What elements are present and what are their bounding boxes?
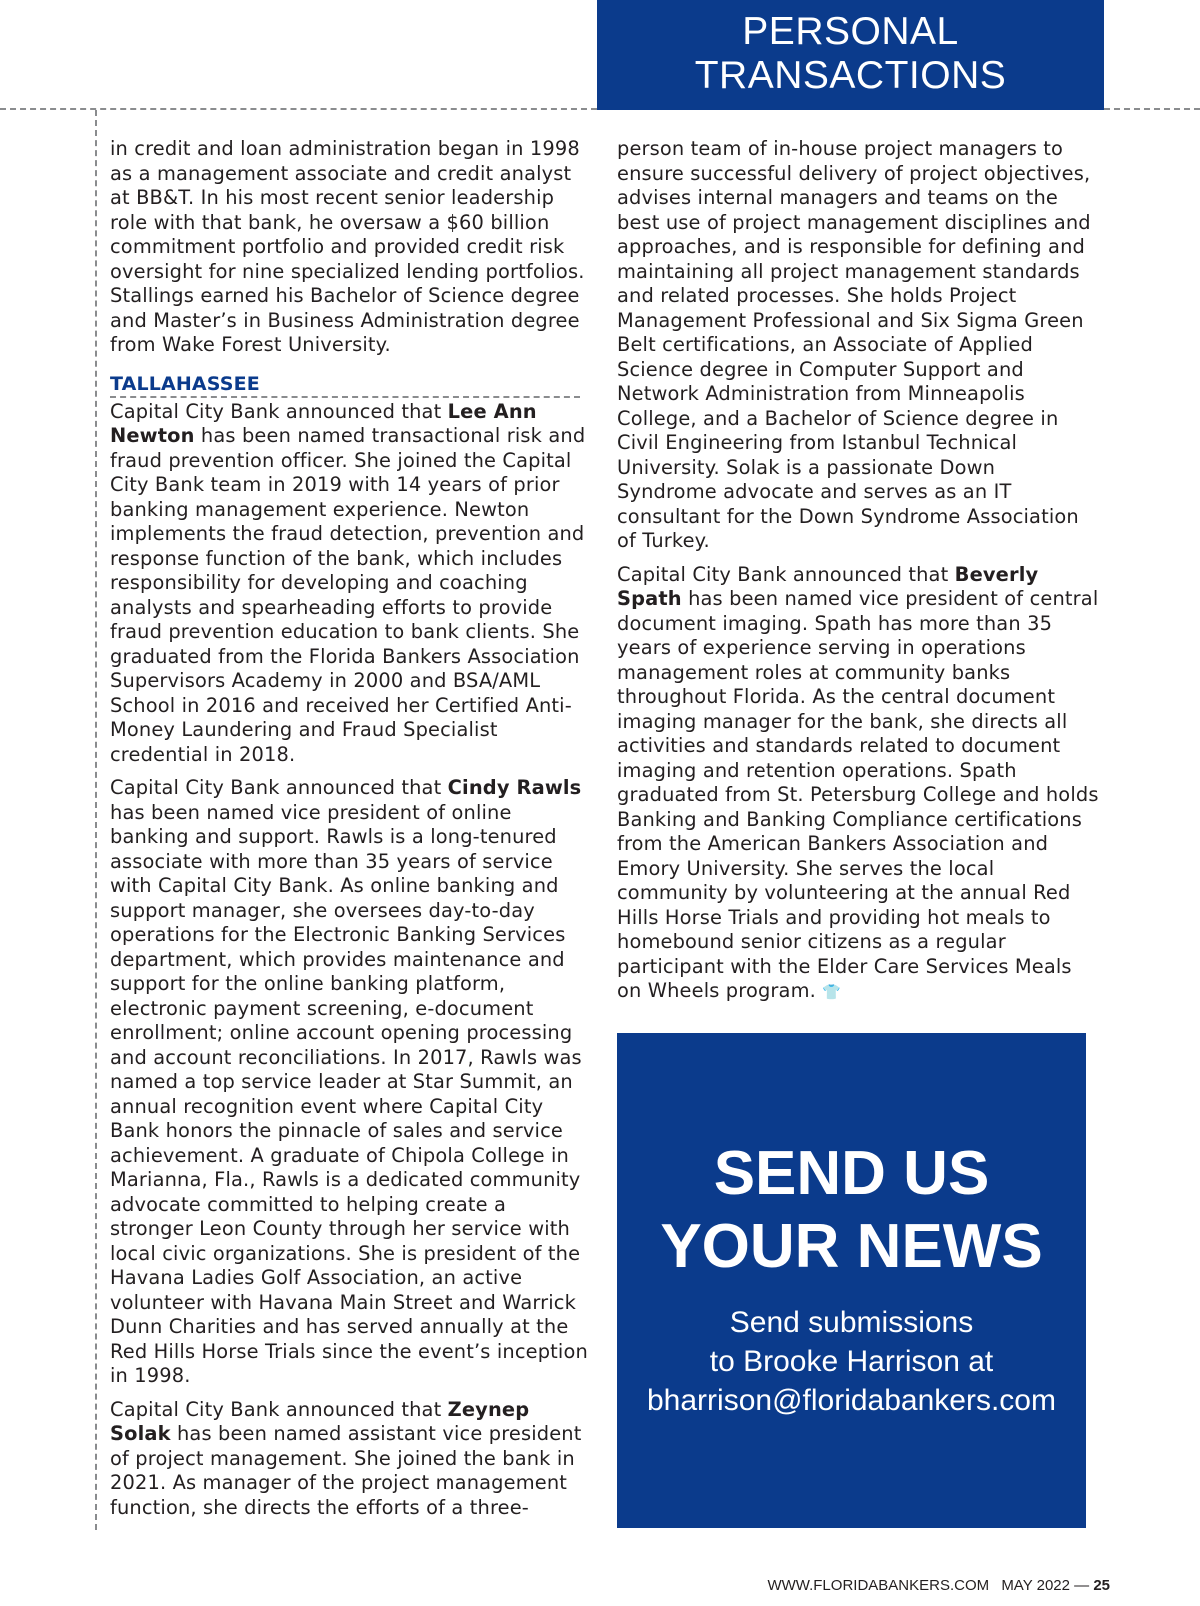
person-name: Lee Ann Newton	[110, 399, 537, 447]
article-paragraph: Capital City Bank announced that Beverly Spath has been named vice president of central document imaging. Spath has more than 35 years of experience serving in operations management roles at community banks throughout Florida. As the central document imaging manager for the bank, she directs all activities and standards related to document imaging and retention operations. Spath graduated from St. Petersburg College and holds Banking and Banking Compliance certifications from the American Bankers Association and Emory University. She serves the local community by volunteering at the annual Red Hills Horse Trials and providing hot meals to homebound senior citizens as a regular participant with the Elder Care Services Meals on Wheels program. 👕	[617, 562, 1099, 1002]
top-divider-left	[0, 108, 597, 110]
page-footer	[767, 1577, 1110, 1594]
article-paragraph: in credit and loan administration began in 1998 as a management associate and credit analyst at BB&T. In his most recent senior leadership role with that bank, he oversaw a $60 billion commitment portfolio and provided credit risk oversight for nine specialized lending portfolios. Stallings earned his Bachelor of Science degree and Master’s in Business Administration degree from Wake Forest University.	[110, 137, 585, 356]
article-paragraph: person team of in-house project managers to ensure successful delivery of project objectives, advises internal managers and teams on the best use of project management disciplines and approaches, and is responsible for defining and maintaining all project management standards and related processes. She holds Project Management Professional and Six Sigma Green Belt certifications, an Associate of Applied Science degree in Computer Support and Network Administration from Minneapolis College, and a Bachelor of Science degree in Civil Engineering from Istanbul Technical University. Solak is a passionate Down Syndrome advocate and serves as an IT consultant for the Down Syndrome Association of Turkey.	[617, 137, 1091, 552]
top-divider-right	[1104, 108, 1200, 110]
person-name: Cindy Rawls	[447, 776, 582, 799]
footer-issue: MAY 2022 —	[1001, 1577, 1090, 1594]
promo-heading-line: SEND US	[713, 1139, 990, 1208]
promo-body-line: Send submissions	[729, 1306, 974, 1339]
shirt-icon: 👕	[822, 983, 842, 1001]
page-number: 25	[1093, 1577, 1110, 1594]
promo-heading	[617, 1137, 1086, 1283]
left-column	[110, 137, 590, 1529]
promo-heading-line: YOUR NEWS	[660, 1212, 1043, 1281]
article-paragraph: Capital City Bank announced that Zeynep Solak has been named assistant vice president of project management. She joined the bank in 2021. As manager of the project management function, she directs the efforts of a three-	[110, 1397, 582, 1519]
article-paragraph: Capital City Bank announced that Lee Ann Newton has been named transactional risk and fraud prevention officer. She joined the Capital City Bank team in 2019 with 14 years of prior banking management experience. Newton implements the fraud detection, prevention and response function of the bank, which includes responsibility for developing and coaching analysts and spearheading efforts to provide fraud prevention education to bank clients. She graduated from the Florida Bankers Association Supervisors Academy in 2000 and BSA/AML School in 2016 and received her Certified Anti-Money Laundering and Fraud Specialist credential in 2018.	[110, 399, 586, 766]
person-name: Beverly Spath	[617, 562, 1039, 610]
send-news-promo-box	[617, 1033, 1086, 1528]
right-column	[617, 137, 1099, 1014]
left-margin-divider	[95, 110, 97, 1530]
promo-body-line: to Brooke Harrison at	[709, 1345, 994, 1378]
section-heading-tallahassee: TALLAHASSEE	[110, 372, 580, 398]
person-name: Zeynep Solak	[110, 1397, 530, 1445]
article-paragraph: Capital City Bank announced that Cindy Rawls has been named vice president of online banking and support. Rawls is a long-tenured associate with more than 35 years of service with Capital City Bank. As online banking and support manager, she oversees day-to-day operations for the Electronic Banking Services department, which provides maintenance and support for the online banking platform, electronic payment screening, e-document enrollment; online account opening processing and account reconciliations. In 2017, Rawls was named a top service leader at Star Summit, an annual recognition event where Capital City Bank honors the pinnacle of sales and service achievement. A graduate of Chipola College in Marianna, Fla., Rawls is a dedicated community advocate committed to helping create a stronger Leon County through her service with local civic organizations. She is president of the Havana Ladies Golf Association, an active volunteer with Havana Main Street and Warrick Dunn Charities and has served annually at the Red Hills Horse Trials since the event’s inception in 1998.	[110, 776, 588, 1387]
section-header-banner	[597, 0, 1104, 110]
promo-email[interactable]: bharrison@floridabankers.com	[647, 1384, 1056, 1417]
section-title: PERSONAL TRANSACTIONS	[694, 10, 1007, 97]
footer-website[interactable]: WWW.FLORIDABANKERS.COM	[767, 1577, 990, 1594]
promo-body	[617, 1303, 1086, 1420]
